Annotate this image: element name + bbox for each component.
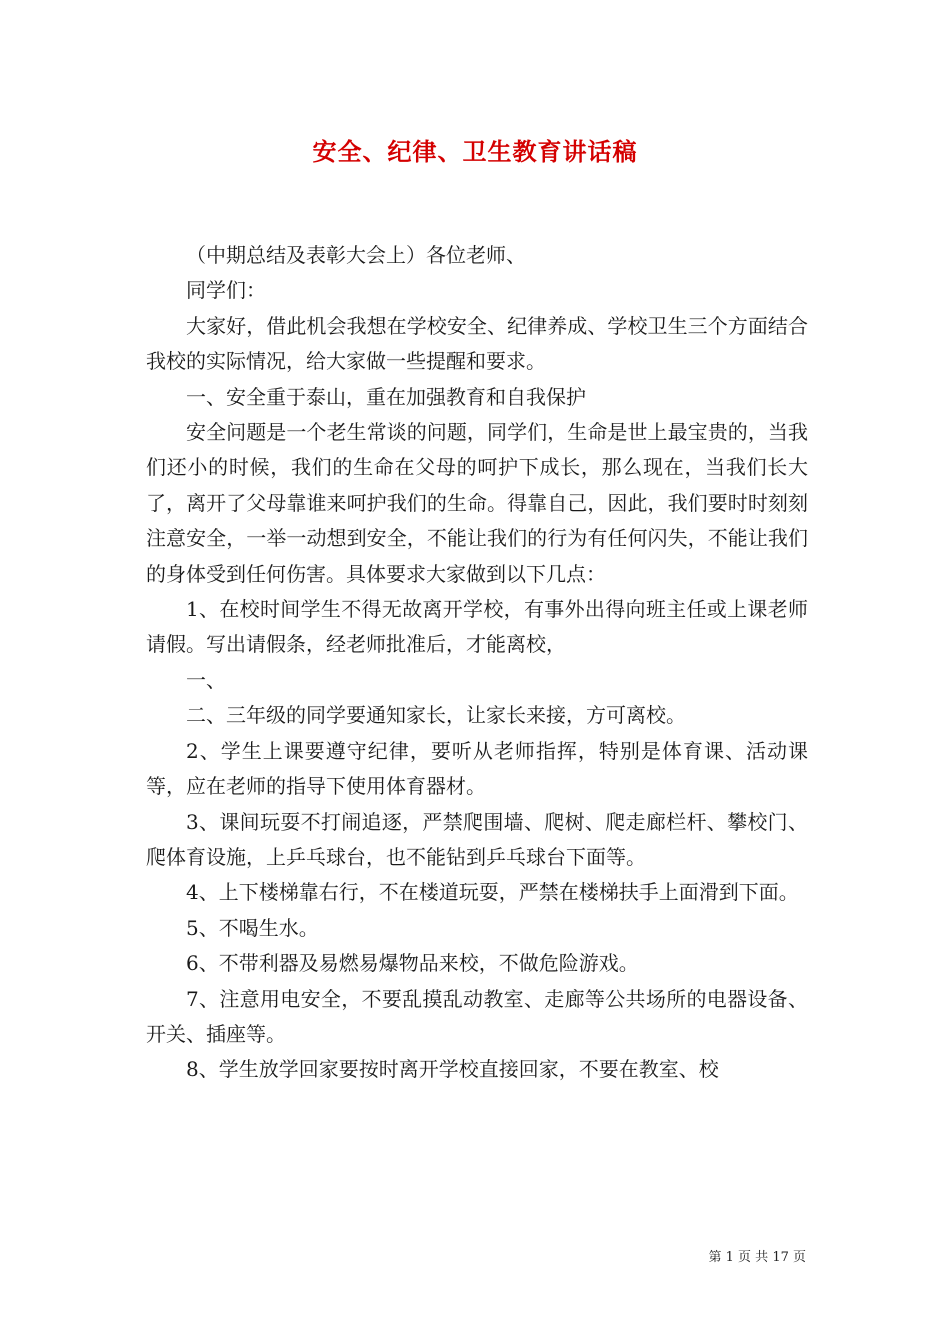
page-number: 第 1 页 共 17 页 — [708, 1250, 806, 1265]
paragraph: 二、三年级的同学要通知家长，让家长来接，方可离校。 — [186, 703, 686, 728]
list-item: 2、学生上课要遵守纪律，要听从老师指挥，特别是体育课、活动课等，应在老师的指导下使用体育器材。 — [146, 738, 808, 799]
paragraph: 安全问题是一个老生常谈的问题，同学们，生命是世上最宝贵的，当我们还小的时候，我们的生命在父母的呵护下成长，那么现在，当我们长大了，离开了父母靠谁来呵护我们的生命。得靠自己，因此，我们要时时刻刻注意安全，一举一动想到安全，不能让我们的行为有任何闪失，不能让我们的身体受到任何伤害。具体要求大家做到以下几点： — [146, 420, 808, 586]
list-item: 6、不带利器及易燃易爆物品来校，不做危险游戏。 — [186, 951, 639, 976]
paragraph: （中期总结及表彰大会上）各位老师、 — [186, 243, 526, 267]
document-body — [146, 238, 808, 1088]
list-item: 3、课间玩耍不打闹追逐，严禁爬围墙、爬树、爬走廊栏杆、攀校门、爬体育设施，上乒乓球台，也不能钻到乒乓球台下面等。 — [146, 809, 808, 869]
list-item: 8、学生放学回家要按时离开学校直接回家，不要在教室、校 — [186, 1057, 719, 1082]
list-item: 5、不喝生水。 — [186, 915, 319, 940]
document-title: 安全、纪律、卫生教育讲话稿 — [312, 137, 638, 166]
paragraph: 同学们： — [186, 278, 266, 303]
paragraph: 一、 — [186, 667, 226, 692]
list-item: 4、上下楼梯靠右行，不在楼道玩耍，严禁在楼梯扶手上面滑到下面。 — [186, 880, 799, 905]
paragraph: 大家好，借此机会我想在学校安全、纪律养成、学校卫生三个方面结合我校的实际情况，给大家做一些提醒和要求。 — [146, 313, 808, 374]
list-item: 1、在校时间学生不得无故离开学校，有事外出得向班主任或上课老师请假。写出请假条，经老师批准后，才能离校， — [146, 597, 808, 657]
section-heading: 一、安全重于泰山，重在加强教育和自我保护 — [186, 384, 586, 409]
list-item: 7、注意用电安全，不要乱摸乱动教室、走廊等公共场所的电器设备、开关、插座等。 — [146, 986, 808, 1046]
